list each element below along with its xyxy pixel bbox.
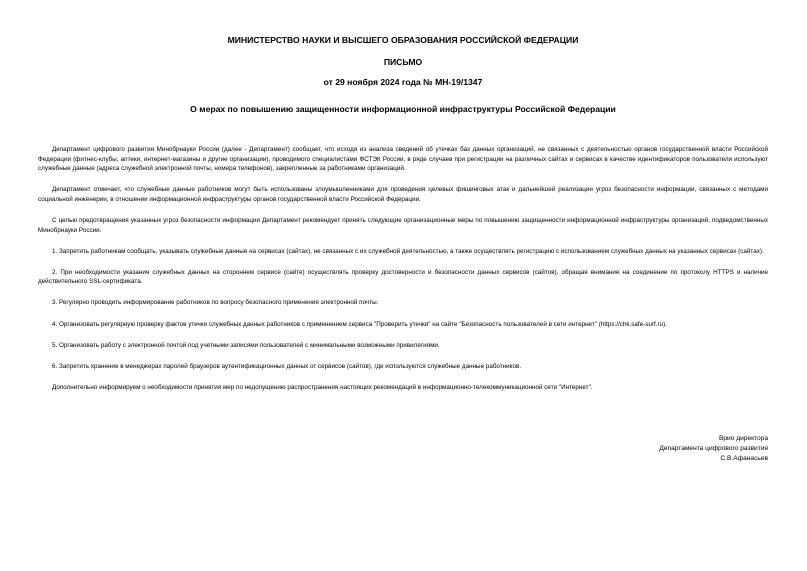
list-item: 1. Запретить работникам сообщать, указывать служебные данные на сервисах (сайтах), не связанных с их служебной деятельностью, а также осуществлять регистрацию с использованием служебных данных на указанных сервисах (сайтах). [52,247,764,255]
document-subject: О мерах по повышению защищенности информационной инфраструктуры Российской Федерации [190,104,616,114]
list-item: 3. Регулярно проводить информирование работников по вопросу безопасного применения электронной почты. [52,299,379,307]
signer-name: С.В.Афанасьев [720,455,768,462]
document-page [38,0,768,571]
document-date-number: от 29 ноября 2024 года № МН-19/1347 [323,77,483,87]
ministry-title: МИНИСТЕРСТВО НАУКИ И ВЫСШЕГО ОБРАЗОВАНИЯ РОССИЙСКОЙ ФЕДЕРАЦИИ [227,35,579,45]
body-paragraph: С целью предотвращения указанных угроз безопасности информации Департамент рекомендует принять следующие организационные меры по повышению защищенности информационной инфраструктуры организаций, подведомственных Минобрнауки России. [38,216,768,234]
signer-department: Департамента цифрового развития [659,445,768,452]
body-paragraph: Дополнительно информируем о необходимости принятия мер по недопущению распространения настоящих рекомендаций в информационно-телекоммуникационной сети "Интернет". [52,383,593,391]
list-item: 5. Организовать работу с электронной почтой под учетными записями пользователей с минимальными возможными привилегиями. [52,341,440,349]
document-type: ПИСЬМО [383,57,423,67]
body-paragraph: Департамент цифрового развития Минобрнауки России (далее - Департамент) сообщает, что исходя из анализа сведений об утечках баз данных организаций, не связанных с деятельностью органов государственной власти Российской Федерации (фитнес-клубы, аптеки, интернет-магазины и другие организации), проводимого специалистами ФСТЭК России, в ряде случаев при регистрации на различных сайтах и сервисах в качестве идентификаторов пользователи используют служебные данные (адреса служебной электронной почты, номера телефонов), закрепленные за работниками организаций. [38,146,768,173]
list-item: 6. Запретить хранение в менеджерах паролей браузеров аутентификационных данных от сервисов (сайтов), где используются служебные данные работников. [52,362,522,370]
body-paragraph: Департамент отмечает, что служебные данные работников могут быть использованы злоумышленниками для проведения целевых фишинговых атак и дальнейшей реализации угроз безопасности информации, связанных с методами социальной инженерии, в отношении информационной инфраструктуры органов государственной власти Российской Федерации. [38,186,768,203]
document-body [38,145,768,404]
signature-block [659,434,768,464]
list-item: 4. Организовать регулярную проверку фактов утечки служебных данных работников с применением сервиса "Проверить утечки" на сайте "Безопасность пользователей в сети интернет" (https://chk.safe-surf.ru). [52,320,667,328]
signer-position: Врио директора [718,435,768,442]
list-item: 2. При необходимости указания служебных данных на стороннем сервисе (сайте) осуществлять проверку достоверности и безопасности данных сервисов (сайтов), обращая внимание на соединение по протоколу HTTPS и наличие действительного SSL-сертификата. [38,268,768,286]
